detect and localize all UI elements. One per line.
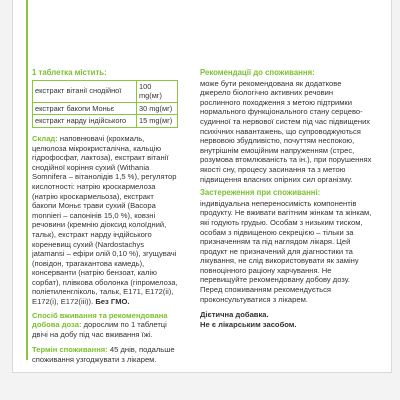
recommendations-heading: Рекомендації до споживання: bbox=[200, 68, 315, 77]
table-row bbox=[33, 115, 178, 128]
dietary-supplement-text: Дієтична добавка. bbox=[200, 310, 269, 320]
not-medicine-text: Не є лікарським засобом. bbox=[200, 319, 297, 329]
ingredient-dose: 15 mg(мг) bbox=[137, 115, 178, 128]
recommendations-text: може бути рекомендована як додаткове джерело біологічно активних речовин рослинного походження з метою підтримки нормального функціонального стану серцево-судинної та нервової систем під час підвищених психічних навантажень, що супроводжуються нервовою збудливістю, почуттям неспокою, внутрішнім емоційним напруженням (стрес, розумова втомлюваність та ін.), при порушеннях якості сну, процесу засинання та з метою підвищення власних опірних сил організму. bbox=[200, 78, 372, 184]
ingredient-name: екстракт вітанії снодійної bbox=[33, 80, 137, 102]
composition-text: наповнювачі (крохмаль, целюлоза мікрокристалічна, кальцію гідрофосфат, лактоза), екстракт вітанії снодійної коріння сухий (Withania Somnifera – вітанолідів 1,5 %), регулятор кислотності: натрію кроскармелоза (натрію кроскармельоза), екстракт бакопи Моньє трави сухий (Bacopa monnieri – сапонінів 15,0 %), ковзні речовини (кремнію діоксид колоїдний, тальк), екстракт нарду індійського кореневищ сухий (Nardostachys jatamansi – ефіри олій 0,10 %), згущувачі (повідон, трагакантова камедь), консерванти (натрію бензоат, калію сорбат), плівкова оболонка (гіпромелоза, поліетиленгліколь, тальк, E171, E172(ii), E172(i), E172(iii)). bbox=[32, 133, 178, 307]
term-heading: Термін споживання: bbox=[32, 345, 108, 355]
right-column bbox=[200, 68, 372, 333]
warnings-text: індивідуальна непереносимість компонентів продукту. Не вживати вагітним жінкам та жінкам, які годують грудью. Особам з низьким тиском, особам з підвищеною секрецією – тільки за призначенням та під наглядом лікаря. Цей продукт не призначений для діагностики та лікування, не слід використовувати як заміну повноцінного раціону харчування. Не перевищуйте рекомендовану добову дозу. Перед споживанням рекомендується проконсультуватися з лікарем. bbox=[200, 198, 372, 304]
ingredients-table bbox=[32, 80, 178, 128]
disclaimer-block bbox=[200, 310, 372, 329]
table-title: 1 таблетка містить: bbox=[32, 68, 107, 77]
composition-label: Склад: bbox=[32, 133, 58, 143]
ingredient-name: екстракт нарду індійського bbox=[33, 115, 137, 128]
ingredient-dose: 100 mg(мг) bbox=[137, 80, 178, 102]
left-column bbox=[32, 68, 178, 369]
ingredient-dose: 30 mg(мг) bbox=[137, 102, 178, 115]
usage-text: дорослим по 1 таблетці двічі на добу під час вживання їжі. bbox=[32, 320, 167, 339]
table-row bbox=[33, 80, 178, 102]
ingredient-name: екстракт бакопи Моньє bbox=[33, 102, 137, 115]
usage-paragraph bbox=[32, 311, 178, 340]
term-paragraph bbox=[32, 345, 178, 364]
no-gmo-text: Без ГМО. bbox=[95, 297, 130, 307]
composition-paragraph bbox=[32, 134, 178, 307]
green-accent-line bbox=[26, 0, 28, 360]
table-row bbox=[33, 102, 178, 115]
usage-heading: Спосіб вживання та рекомендована добова доза: bbox=[32, 310, 168, 330]
term-text: 45 днів, подальше споживання узгоджувати з лікарем. bbox=[32, 345, 175, 365]
warnings-heading: Застереження при споживанні: bbox=[200, 188, 321, 198]
